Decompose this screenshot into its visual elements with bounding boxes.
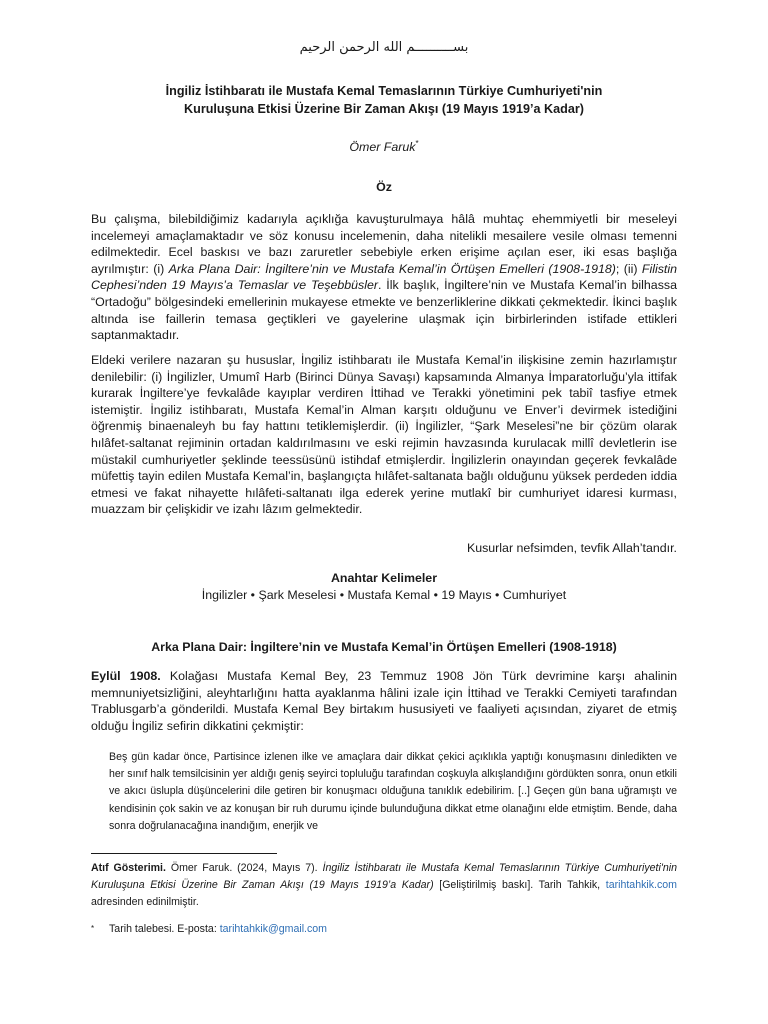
paper-title [120, 82, 648, 118]
author-footnote-text: Tarih talebesi. E-posta: [109, 923, 220, 935]
section-paragraph [91, 668, 677, 734]
footnote-mark: * [91, 924, 95, 933]
abstract-heading: Öz [376, 180, 392, 194]
footnote-divider [91, 853, 277, 854]
abstract-p1-text-a: Bu çalışma, bilebildiğimiz kadarıyla açıklığa kavuşturulmaya hâlâ muhtaç ehemmiyetli bir meseleyi incelemeyi amaçlamaktadır ve söz konusu incelemenin, daha nitelikli mesailere vesile olması temenni edilmektedir. Ecel baskısı ve bazı zaruretler sebebiyle erken erişime açılan eser, iki esas başlığa ayrılmıştır: (i) [91, 212, 677, 276]
keywords-list: İngilizler • Şark Meselesi • Mustafa Kemal • 19 Mayıs • Cumhuriyet [201, 588, 567, 602]
abstract-paragraph-1 [91, 211, 677, 344]
author-line [0, 136, 768, 156]
citation-footnote [91, 860, 677, 911]
section-title: Arka Plana Dair: İngiltere’nin ve Mustafa Kemal’in Örtüşen Emelleri (1908-1918) [151, 640, 617, 654]
section-date-label: Eylül 1908. [91, 669, 161, 683]
title-line-2: Kuruluşuna Etkisi Üzerine Bir Zaman Akışı (19 Mayıs 1919’a Kadar) [184, 102, 584, 116]
citation-text-c: adresinden edinilmiştir. [91, 896, 199, 908]
citation-label: Atıf Gösterimi. [91, 862, 166, 874]
section-body-text: Kolağası Mustafa Kemal Bey, 23 Temmuz 1908 Jön Türk devrimine karşı ahalinin memnuniyetsizliğini, aleyhtarlığını hatta ayaklanma hâlini izale için İttihad ve Terakki Cemiyeti tarafından Trablusgarb’a gönderildi. Mustafa Kemal Bey birtakım hususiyeti ve faaliyeti açısından, ziyaret de etmiş olduğu İngiliz sefirin dikkatini çekmiştir: [91, 669, 677, 733]
abstract-paragraph-2: Eldeki verilere nazaran şu hususlar, İngiliz istihbaratı ile Mustafa Kemal’in ilişkisine zemin hazırlamıştır denilebilir: (i) İngilizler, Umumî Harb (Birinci Dünya Savaşı) kapsamında Almanya İmparatorluğu’yla ittifak kurarak İngiltere’ye fevkalâde kayıplar verdiren İttihad ve Terakki yönetimini pek tabiî tasfiye etmek istemiştir. İngiliz istihbaratı, Mustafa Kemal’in Alman karşıtı olduğunu ve Enver’i devirmek istediğini öğrenmiş binaenaleyh bu fay hattını tetiklemişlerdir. (ii) İngilizler, “Şark Meselesi”ne bir çözüm olarak hılâfet-saltanat rejiminin ortadan kaldırılmasını ve eski rejimin havzasında kurulacak millî devletlerin ise müstakil cumhuriyetler şeklinde teessüsünü istihdaf etmişlerdir. İngilizlerin onayından geçerek fevkalâde müfettiş tayin edilen Mustafa Kemal’in, başlangıçta hılâfet-saltanata bağlı olduğunu yüksek perdeden iddia etmesi ve fakat nihayette hılâfeti-saltanatı ilga ederek yerine mutlakî bir cumhuriyet idaresi kurması, muazzam bir çelişkidir ve izahı lâzım gelmektedir. [91, 353, 677, 517]
bismillah: بســــــــــم الله الرحمن الرحيم [299, 40, 469, 55]
block-quote: Beş gün kadar önce, Partisince izlenen ilke ve amaçlara dair dikkat çekici açıklıkla yaptığı konuşmasını dinledikten ve her sınıf halk temsilcisinin yer aldığı geniş seyirci topluluğu tarafından coşkuyla alkışlandığını gördükten sonra, onun etkili ve akıcı üslupla düşüncelerini dile getiren bir konuşmacı olduğuna tanıklık edebilirim. [..] Geçen gün bana uğramıştı ve kendisinin çok sakin ve az konuşan bir ruh durumu içinde bulunduğuna dikkat etme olanağını elde etmiştim. Bende, daha sonra doğrulanacağına inandığım, enerjik ve [109, 751, 677, 832]
email-link[interactable]: tarihtahkik@gmail.com [219, 923, 328, 935]
citation-site-link[interactable]: tarihtahkik.com [605, 879, 677, 891]
abstract-p1-text-b: ; (ii) [615, 261, 642, 276]
citation-text-a: Ömer Faruk. (2024, Mayıs 7). [165, 862, 323, 874]
citation-italic-title: İngiliz İstihbaratı ile Mustafa Kemal Temaslarının Türkiye Cumhuriyeti'nin Kuruluşuna Etkisi Üzerine Bir Zaman Akışı (19 Mayıs 1919’a Kadar) [91, 862, 677, 891]
citation-text-b: [Geliştirilmiş baskı]. Tarih Tahkik, [433, 879, 606, 891]
abstract-p1-italic-2: Filistin Cephesi’nden 19 Mayıs’a Temaslar ve Teşebbüsler [91, 261, 677, 293]
closing-remark: Kusurlar nefsimden, tevfik Allah’tandır. [466, 541, 677, 555]
title-line-1: İngiliz İstihbaratı ile Mustafa Kemal Temaslarının Türkiye Cumhuriyeti'nin [165, 84, 603, 98]
author-name: Ömer Faruk [349, 140, 416, 155]
abstract-p1-text-c: . İlk başlık, İngiltere’nin ve Mustafa Kemal’in bilhassa “Ortadoğu” bölgesindeki emellerinin mukayese etmekte ve benzerliklerine dikkati çekmektedir. İkinci başlık altında ise faillerin temasa geçtikleri ve gayelerine ulaşmak için birbirlerinden istifade ettikleri saptanmaktadır. [91, 278, 677, 343]
keywords-heading: Anahtar Kelimeler [330, 571, 438, 585]
author-footnote [91, 921, 677, 937]
author-footnote-mark: * [415, 139, 419, 148]
abstract-p1-italic-1: Arka Plana Dair: İngiltere’nin ve Mustafa Kemal’in Örtüşen Emelleri (1908-1918) [168, 261, 616, 276]
